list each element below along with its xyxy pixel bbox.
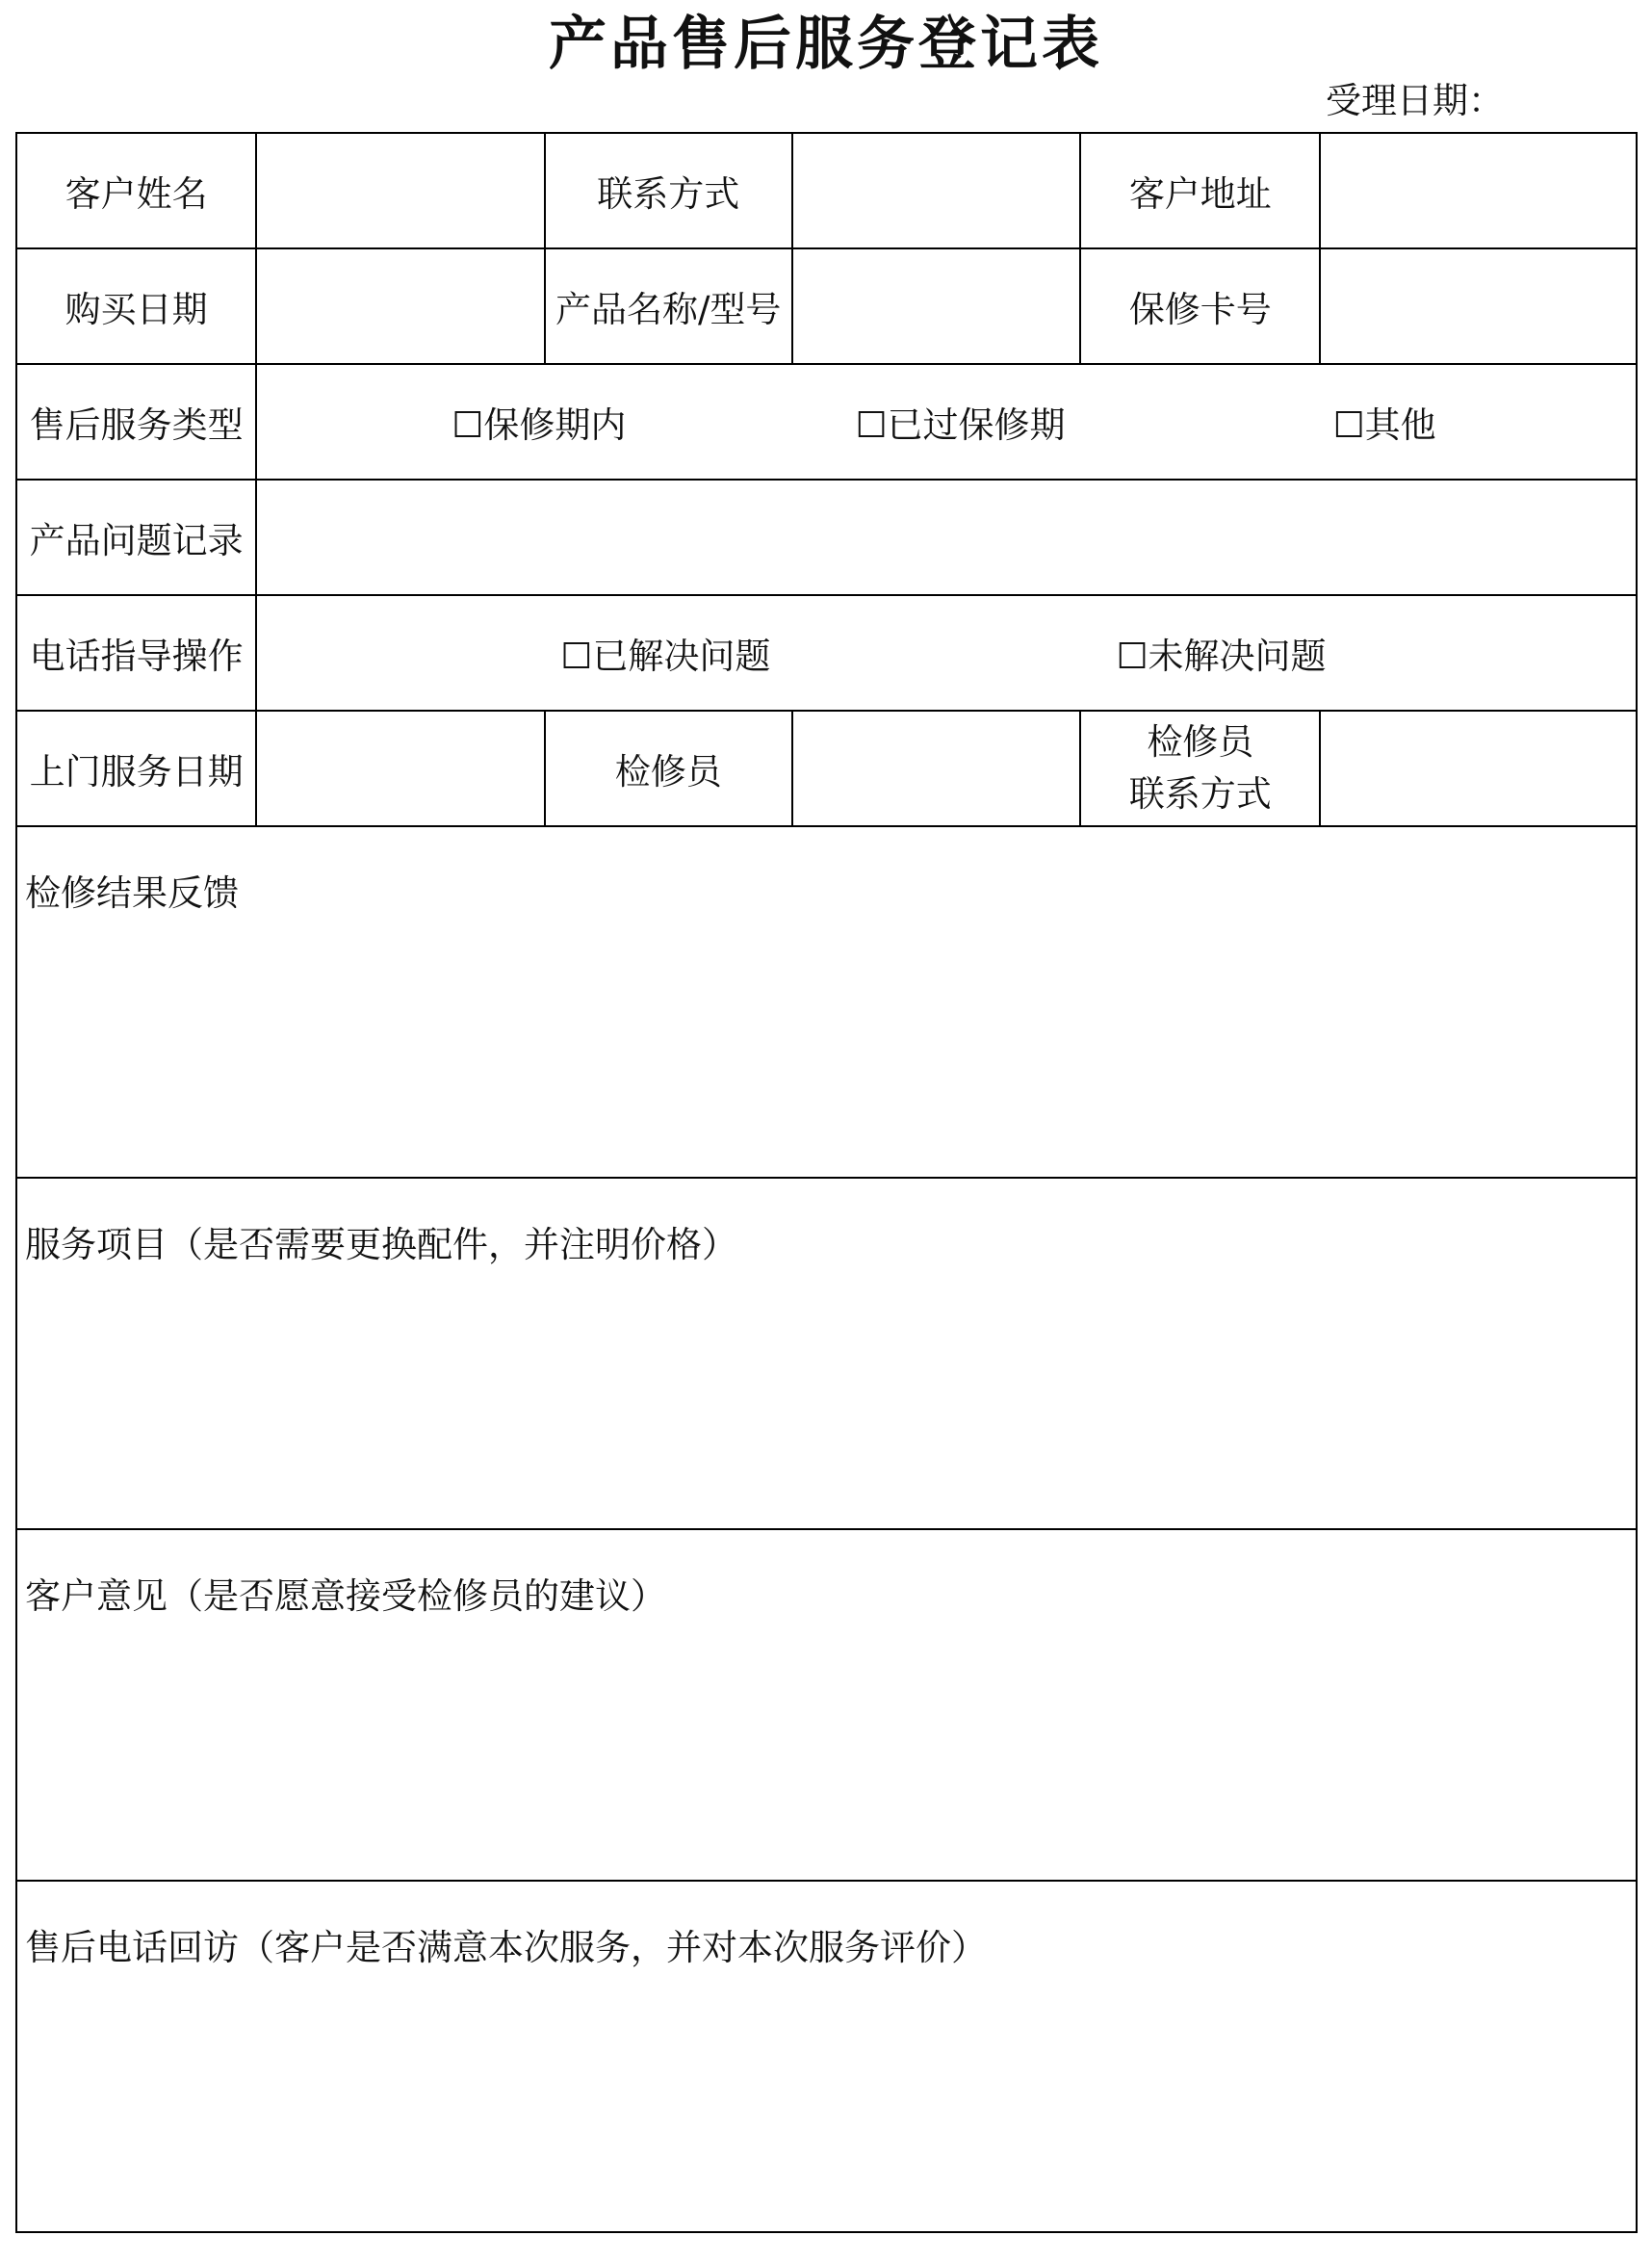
problem-record-label: 产品问题记录 [16,480,256,595]
callback-label: 售后电话回访（客户是否满意本次服务，并对本次服务评价） [25,1927,987,1968]
table-row [16,826,1637,1178]
table-row [16,133,1637,248]
callback-section[interactable] [16,1881,1637,2232]
form-title: 产品售后服务登记表 [549,11,1103,78]
technician-label: 检修员 [545,711,792,826]
service-type-options [256,364,1637,480]
visit-date-label: 上门服务日期 [16,711,256,826]
customer-opinion-label: 客户意见（是否愿意接受检修员的建议） [25,1575,666,1617]
table-row [16,595,1637,711]
table-row [16,1881,1637,2232]
customer-opinion-section[interactable] [16,1529,1637,1881]
purchase-date-label: 购买日期 [16,248,256,364]
option-other-checkbox[interactable]: ☐其他 [1332,404,1436,446]
table-row [16,1529,1637,1881]
service-items-label: 服务项目（是否需要更换配件，并注明价格） [25,1224,737,1265]
service-registration-table [15,132,1638,2233]
table-row [16,364,1637,480]
customer-address-field[interactable] [1320,133,1637,248]
service-type-label: 售后服务类型 [16,364,256,480]
customer-address-label: 客户地址 [1080,133,1320,248]
contact-field[interactable] [792,133,1080,248]
option-resolved-checkbox[interactable]: ☐已解决问题 [560,636,771,677]
technician-contact-field[interactable] [1320,711,1637,826]
table-row [16,480,1637,595]
result-feedback-section[interactable] [16,826,1637,1178]
warranty-card-label: 保修卡号 [1080,248,1320,364]
technician-contact-line1: 检修员 [1147,721,1254,763]
table-row [16,248,1637,364]
result-feedback-label: 检修结果反馈 [25,872,239,914]
purchase-date-field[interactable] [256,248,544,364]
option-out-of-warranty-checkbox[interactable]: ☐已过保修期 [855,404,1066,446]
option-unresolved-checkbox[interactable]: ☐未解决问题 [1116,636,1327,677]
warranty-card-field[interactable] [1320,248,1637,364]
table-row [16,711,1637,826]
technician-contact-line2: 联系方式 [1128,773,1272,815]
visit-date-field[interactable] [256,711,544,826]
technician-contact-label [1080,711,1320,826]
service-items-section[interactable] [16,1178,1637,1529]
problem-record-field[interactable] [256,480,1637,595]
product-model-field[interactable] [792,248,1080,364]
product-model-label: 产品名称/型号 [545,248,792,364]
table-row [16,1178,1637,1529]
technician-field[interactable] [792,711,1080,826]
contact-label: 联系方式 [545,133,792,248]
phone-guidance-label: 电话指导操作 [16,595,256,711]
customer-name-field[interactable] [256,133,544,248]
customer-name-label: 客户姓名 [16,133,256,248]
phone-guidance-options [256,595,1637,711]
option-in-warranty-checkbox[interactable]: ☐保修期内 [452,404,627,446]
accept-date-label: 受理日期： [1326,80,1504,121]
